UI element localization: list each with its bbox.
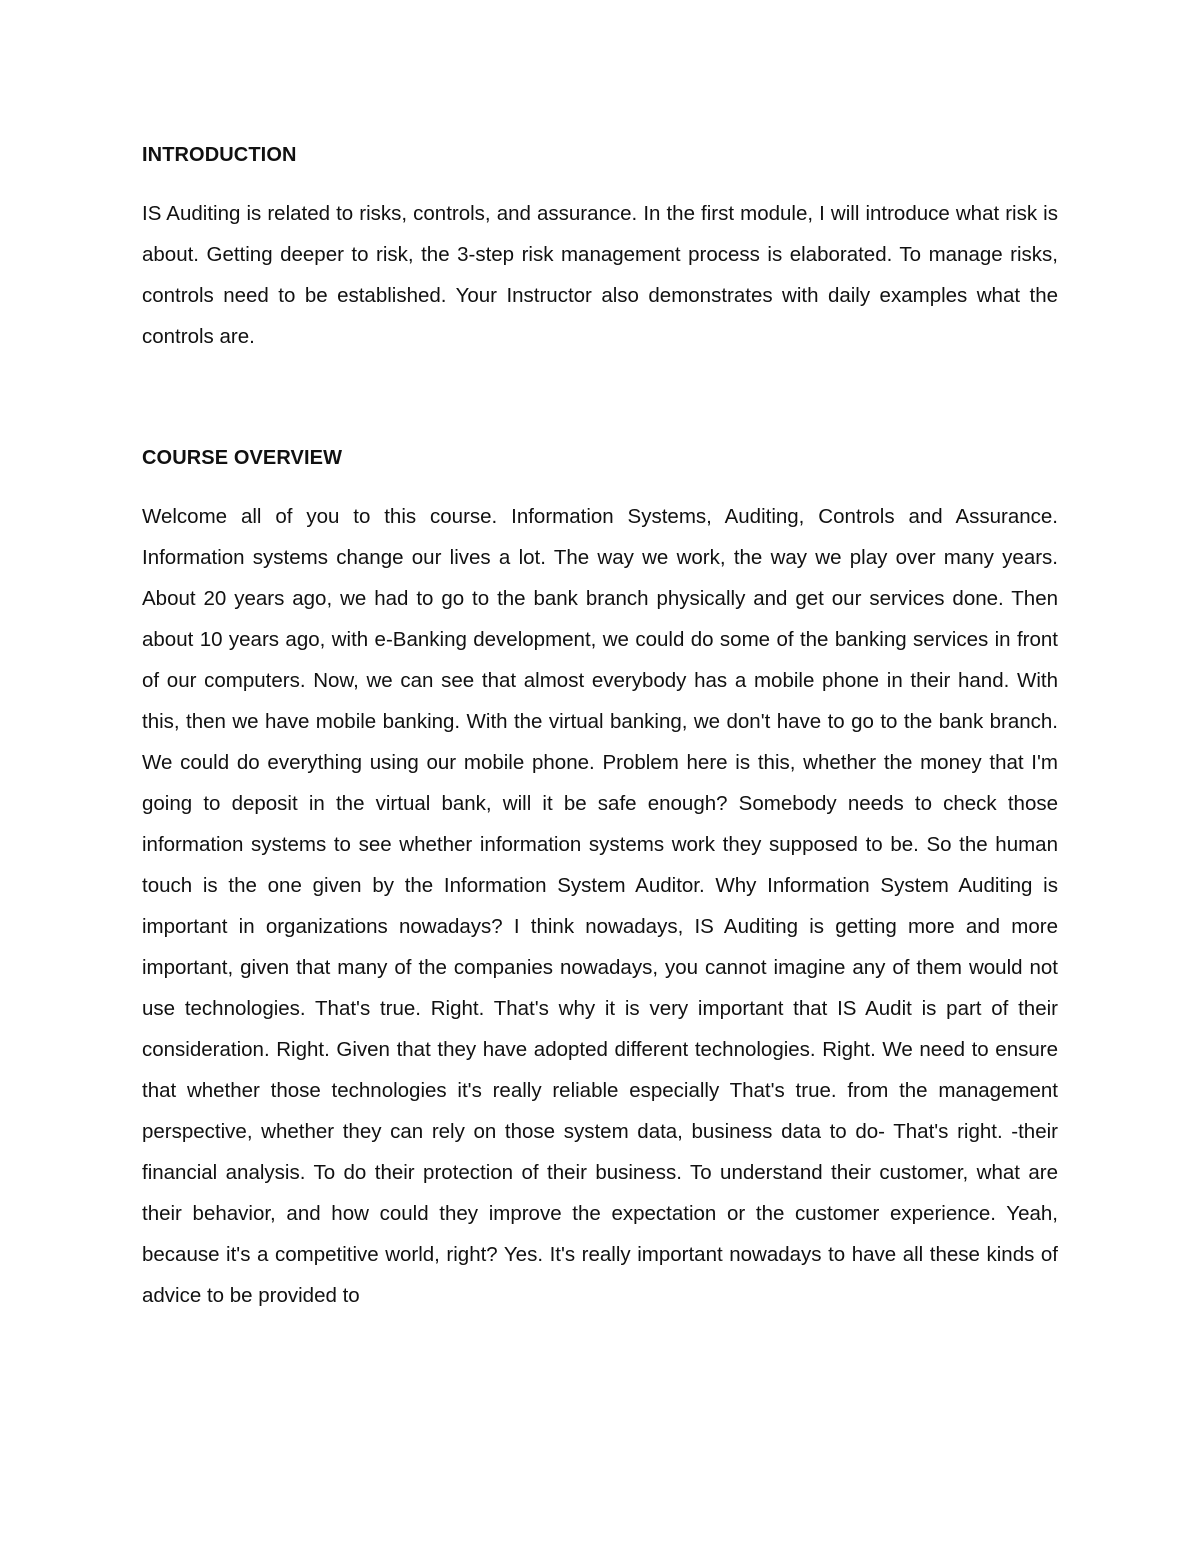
- section-body-course-overview: Welcome all of you to this course. Information Systems, Auditing, Controls and Assurance. Information systems change our lives a lot. The way we work, the way we play over many years. About 20 years ago, we had to go to the bank branch physically and get our services done. Then about 10 years ago, with e-Banking development, we could do some of the banking services in front of our computers. Now, we can see that almost everybody has a mobile phone in their hand. With this, then we have mobile banking. With the virtual banking, we don't have to go to the bank branch. We could do everything using our mobile phone. Problem here is this, whether the money that I'm going to deposit in the virtual bank, will it be safe enough? Somebody needs to check those information systems to see whether information systems work they supposed to be. So the human touch is the one given by the Information System Auditor. Why Information System Auditing is important in organizations nowadays? I think nowadays, IS Auditing is getting more and more important, given that many of the companies nowadays, you cannot imagine any of them would not use technologies. That's true. Right. That's why it is very important that IS Audit is part of their consideration. Right. Given that they have adopted different technologies. Right. We need to ensure that whether those technologies it's really reliable especially That's true. from the management perspective, whether they can rely on those system data, business data to do- That's right. -their financial analysis. To do their protection of their business. To understand their customer, what are their behavior, and how could they improve the expectation or the customer experience. Yeah, because it's a competitive world, right? Yes. It's really important nowadays to have all these kinds of advice to be provided to: [142, 505, 1058, 1307]
- section-heading-course-overview: COURSE OVERVIEW: [142, 447, 343, 469]
- section-heading-introduction: INTRODUCTION: [142, 144, 297, 166]
- section-body-introduction: IS Auditing is related to risks, controls, and assurance. In the first module, I will introduce what risk is about. Getting deeper to risk, the 3-step risk management process is elaborated. To manage risks, controls need to be established. Your Instructor also demonstrates with daily examples what the controls are.: [142, 202, 1058, 348]
